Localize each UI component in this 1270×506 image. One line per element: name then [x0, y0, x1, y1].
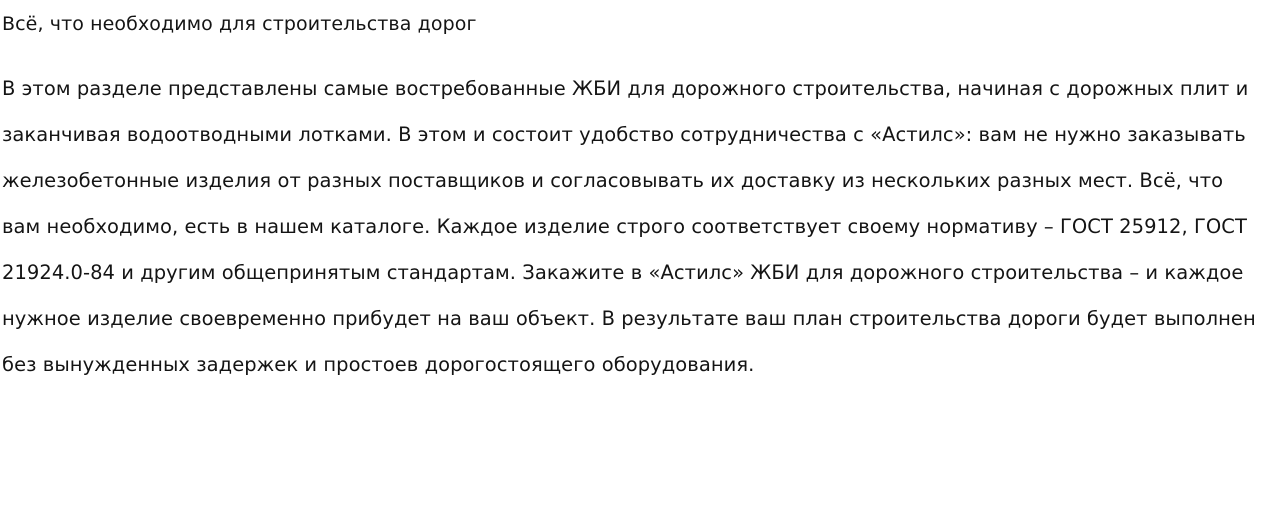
- page-title: Всё, что необходимо для строительства дорог: [2, 13, 477, 35]
- body-paragraph: В этом разделе представлены самые востребованные ЖБИ для дорожного строительства, начиная с дорожных плит и заканчивая водоотводными лотками. В этом и состоит удобство сотрудничества с «Астилс»: вам не нужно заказывать железобетонные изделия от разных поставщиков и согласовывать их доставку из нескольких разных мест. Всё, что вам необходимо, есть в нашем каталоге. Каждое изделие строго соответствует своему нормативу – ГОСТ 25912, ГОСТ 21924.0-84 и другим общепринятым стандартам. Закажите в «Астилс» ЖБИ для дорожного строительства – и каждое нужное изделие своевременно прибудет на ваш объект. В результате ваш план строительства дороги будет выполнен без вынужденных задержек и простоев дорогостоящего оборудования.: [2, 77, 1263, 376]
